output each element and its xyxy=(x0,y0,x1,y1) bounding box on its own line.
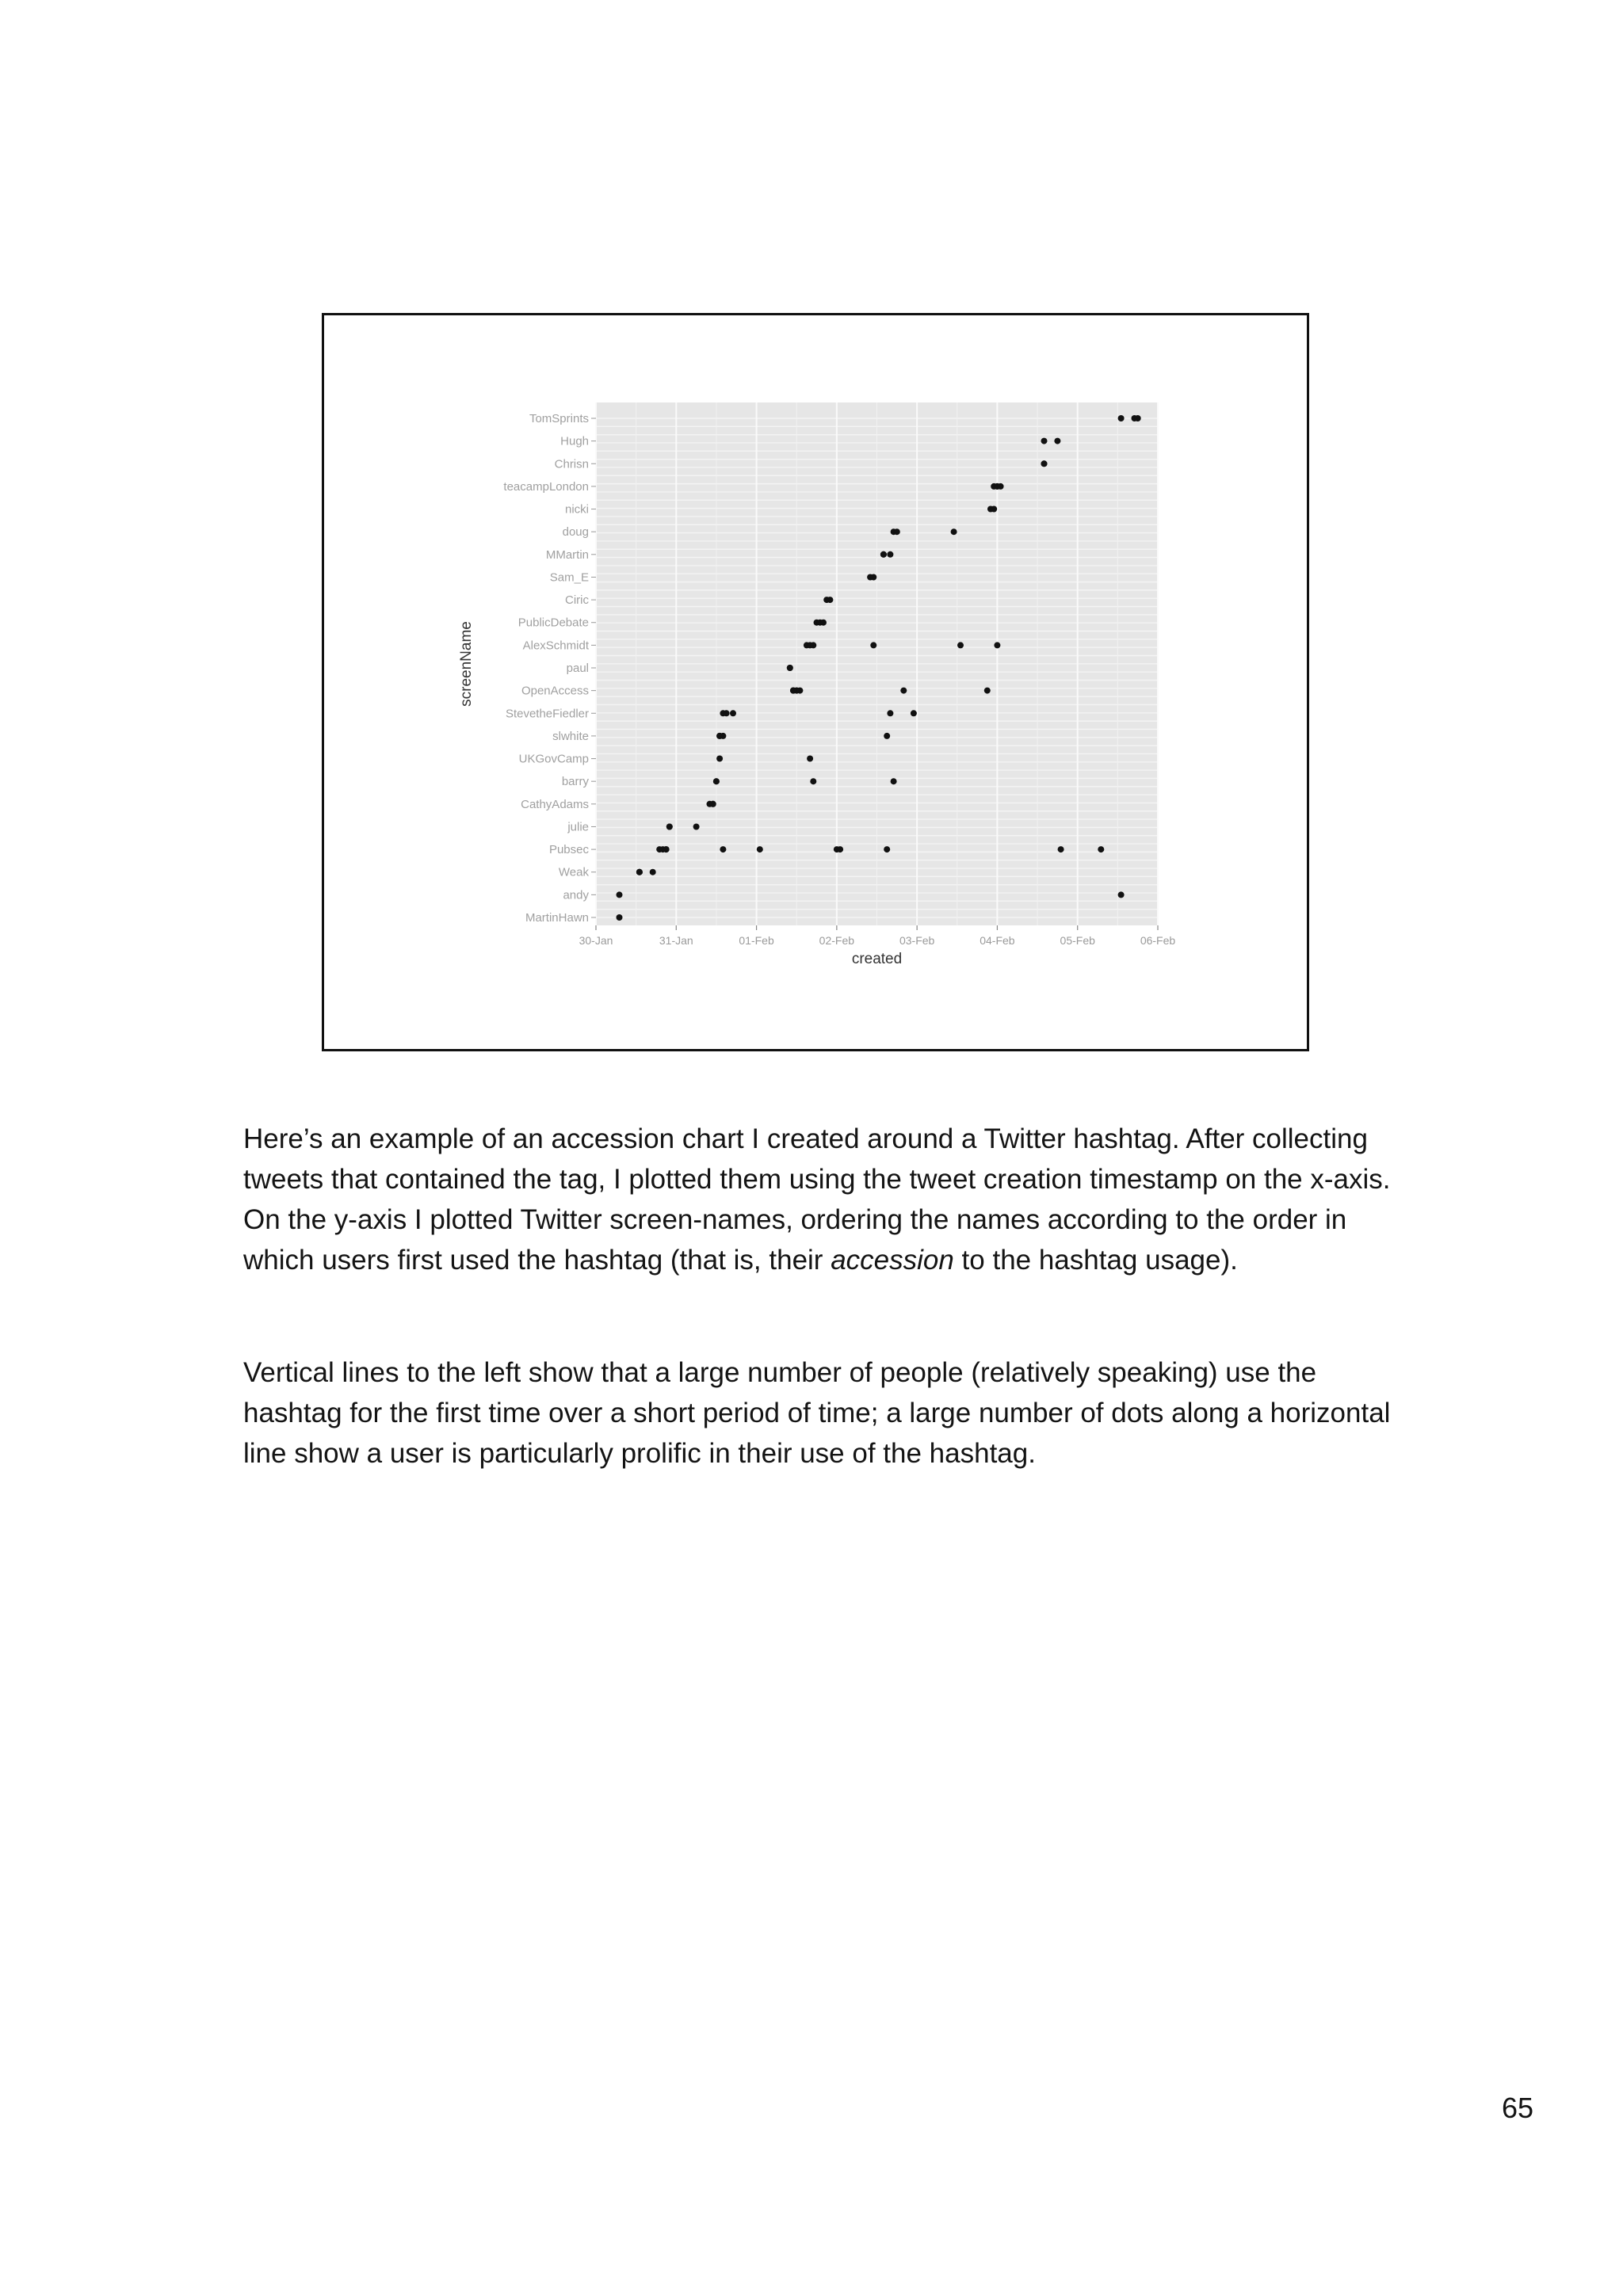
data-point xyxy=(666,824,673,830)
data-point xyxy=(693,824,700,830)
data-point xyxy=(720,846,726,852)
data-point xyxy=(1041,460,1048,467)
x-axis-title: created xyxy=(851,951,903,967)
data-point xyxy=(663,846,670,852)
x-tick-label: 02-Feb xyxy=(819,934,855,947)
data-point xyxy=(617,891,623,898)
data-point xyxy=(730,710,736,716)
y-tick-label: StevetheFiedler xyxy=(505,707,589,721)
y-tick-label: paul xyxy=(566,662,589,675)
data-point xyxy=(894,528,900,535)
x-tick-label: 03-Feb xyxy=(899,934,935,947)
paragraph-1-text: Here’s an example of an accession chart I created around a Twitter hashtag. After collecting tweets that contained the tag, I plotted them using the tweet creation timestamp on the x-axis. On the y-axis I plotted Twitter screen-names, ordering the names according to the order in which users first used the hashtag (that is, their xyxy=(243,1123,1391,1276)
y-tick-label: CathyAdams xyxy=(521,797,589,811)
data-point xyxy=(650,869,656,875)
x-tick-label: 30-Jan xyxy=(579,934,613,947)
emphasis-accession: accession xyxy=(831,1245,954,1276)
page-number: 65 xyxy=(1502,2092,1534,2124)
data-point xyxy=(911,710,917,716)
y-tick-label: Weak xyxy=(558,865,589,879)
data-point xyxy=(1118,891,1125,898)
data-point xyxy=(636,869,643,875)
y-tick-label: Pubsec xyxy=(548,843,589,857)
data-point xyxy=(887,551,893,558)
data-point xyxy=(796,688,803,694)
data-point xyxy=(1118,415,1125,421)
data-point xyxy=(994,642,1000,648)
y-tick-label: andy xyxy=(563,888,589,902)
data-point xyxy=(957,642,964,648)
data-point xyxy=(837,846,843,852)
data-point xyxy=(1054,438,1060,444)
y-tick-label: slwhite xyxy=(552,729,589,743)
y-tick-label: AlexSchmidt xyxy=(522,639,589,653)
data-point xyxy=(998,483,1004,490)
data-point xyxy=(1041,438,1048,444)
y-axis-title: screenName xyxy=(458,621,475,707)
data-point xyxy=(1058,846,1064,852)
y-tick-label: barry xyxy=(561,775,589,789)
data-point xyxy=(870,574,876,581)
data-point xyxy=(716,756,723,762)
y-tick-label: PublicDebate xyxy=(517,616,589,630)
data-point xyxy=(713,778,720,784)
x-tick-label: 04-Feb xyxy=(980,934,1015,947)
y-tick-label: Hugh xyxy=(560,434,589,448)
accession-chart xyxy=(324,315,1307,1049)
x-tick-label: 01-Feb xyxy=(739,934,774,947)
data-point xyxy=(984,688,991,694)
y-tick-label: MartinHawn xyxy=(525,911,589,925)
data-point xyxy=(884,733,890,739)
data-point xyxy=(891,778,897,784)
data-point xyxy=(757,846,763,852)
body-paragraph-2: Vertical lines to the left show that a large number of people (relatively speaking) use the hashtag for the first time over a short period of time; a large number of dots along a horizontal line show a user is particularly prolific in their use of the hashtag. xyxy=(243,1357,1391,1469)
y-tick-label: Chrisn xyxy=(554,457,589,471)
y-tick-label: Sam_E xyxy=(549,570,589,585)
data-point xyxy=(991,506,997,513)
slide-frame xyxy=(322,313,1309,1051)
data-point xyxy=(787,665,793,671)
data-point xyxy=(617,914,623,921)
y-tick-label: julie xyxy=(567,820,589,834)
data-point xyxy=(710,801,716,807)
data-point xyxy=(887,710,893,716)
data-point xyxy=(1098,846,1104,852)
data-point xyxy=(870,642,876,648)
data-point xyxy=(790,688,796,694)
y-tick-label: teacampLondon xyxy=(503,479,589,494)
y-tick-label: TomSprints xyxy=(529,412,589,425)
y-tick-label: nicki xyxy=(564,502,589,517)
paragraph-1-tail: to the hashtag usage). xyxy=(953,1245,1238,1276)
y-tick-label: OpenAccess xyxy=(521,684,589,698)
data-point xyxy=(884,846,890,852)
y-tick-label: UKGovCamp xyxy=(518,752,589,766)
y-tick-label: doug xyxy=(562,525,589,540)
data-point xyxy=(820,620,827,626)
x-tick-label: 05-Feb xyxy=(1060,934,1095,947)
data-point xyxy=(880,551,887,558)
data-point xyxy=(810,642,816,648)
y-tick-label: Ciric xyxy=(565,593,589,608)
data-point xyxy=(1135,415,1141,421)
x-tick-label: 06-Feb xyxy=(1140,934,1176,947)
data-point xyxy=(724,710,730,716)
data-point xyxy=(810,778,816,784)
x-tick-label: 31-Jan xyxy=(659,934,693,947)
data-point xyxy=(807,756,813,762)
data-point xyxy=(827,597,833,603)
body-paragraph-1 xyxy=(243,1119,1400,1280)
data-point xyxy=(900,688,907,694)
data-point xyxy=(720,733,726,739)
y-tick-label: MMartin xyxy=(545,547,589,562)
data-point xyxy=(951,528,957,535)
